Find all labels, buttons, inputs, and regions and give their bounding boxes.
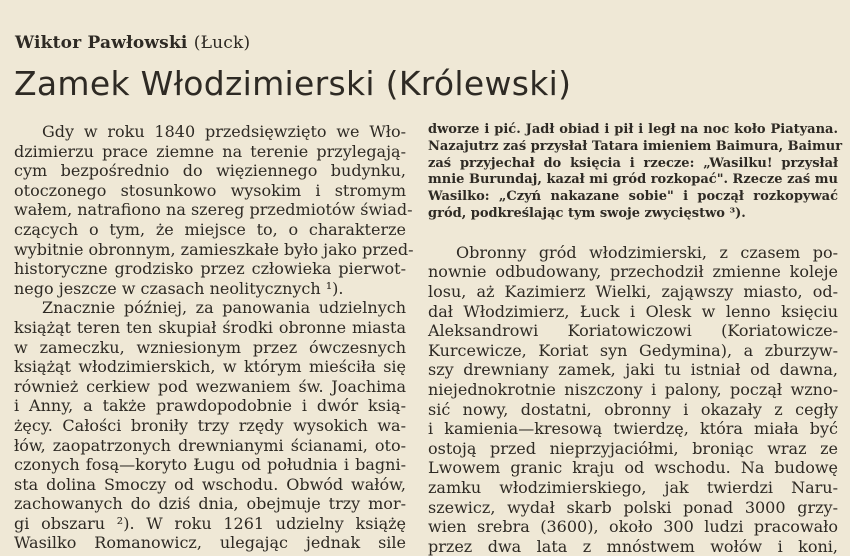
text-line: historyczne grodzisko przez człowieka pierwot- <box>14 259 406 279</box>
text-line: cym bezpośrednio do więziennego budynku, <box>14 161 406 181</box>
text-line: Obronny gród włodzimierski, z czasem po- <box>456 242 838 262</box>
text-line: otoczonego stosunkowo wysokim i stromym <box>14 180 406 200</box>
text-line: dał Włodzimierz, Łuck i Olesk w lenno księciu <box>428 301 838 321</box>
chronicle-quote <box>428 122 843 223</box>
text-line: sta dolina Smoczy od wschodu. Obwód wałów, <box>14 474 406 494</box>
right-column <box>428 122 843 556</box>
text-line: łów, zaopatrzonych drewnianymi ścianami, oto- <box>14 435 406 455</box>
author-place: (Łuck) <box>193 33 251 53</box>
text-line: sić nowy, dostatni, obronny i okazały z cegły <box>428 399 838 419</box>
article-author <box>15 33 250 53</box>
text-line: wybitnie obronnym, zamieszkałe było jako przed- <box>14 239 414 259</box>
text-line: wien srebra (3600), około 300 ludzi pracowało <box>428 517 838 537</box>
text-line: Kurcewicze, Koriat syn Gedymina), a zburzyw- <box>428 340 838 360</box>
text-line: nego jeszcze w czasach neolitycznych ¹). <box>14 278 344 298</box>
text-line: szy drewniany zamek, jaki tu istniał od dawna, <box>428 360 838 380</box>
text-line: żęcy. Całości broniły trzy rzędy wysokich wa- <box>14 415 406 435</box>
text-line: szewicz, wydał skarb polski ponad 3000 grzy- <box>428 497 838 517</box>
left-column <box>14 122 414 553</box>
text-line: Aleksandrowi Koriatowiczowi (Koriatowicze- <box>428 321 838 341</box>
text-line: książąt teren ten skupiał środki obronne miasta <box>14 317 406 337</box>
text-line: Lwowem granic kraju od wschodu. Na budowę <box>428 458 838 478</box>
text-line: i Anny, a także prawdopodobnie i dwór ksią- <box>14 396 406 416</box>
quote-line: dworze i pić. Jadł obiad i pił i legł na noc koło Piatyana. <box>428 122 838 137</box>
text-line: gi obszaru ²). W roku 1261 udzielny książę <box>14 513 406 533</box>
quote-line: gród, podkreślając tym swoje zwycięstwo ³). <box>428 205 746 221</box>
body-paragraph <box>428 243 838 556</box>
text-line: Wasilko Romanowicz, ulegając jednak sile <box>14 533 406 553</box>
text-line: zachowanych do dziś dnia, obejmuje trzy mor- <box>14 494 406 514</box>
text-line: książąt włodzimierskich, w którym mieściła się <box>14 357 406 377</box>
text-line: również cerkiew pod wezwaniem św. Joachima <box>14 376 406 396</box>
author-name: Wiktor Pawłowski <box>15 33 188 53</box>
text-line: i kamienia—kresową twierdzę, która miała być <box>428 419 838 439</box>
text-line: Znacznie później, za panowania udzielnych <box>42 298 406 318</box>
text-line: niejednokrotnie niszczony i palony, począł wzno- <box>428 379 838 399</box>
quote-line: Wasilko: „Czyń nakazane sobie" i począł rozkopywać <box>428 189 838 205</box>
text-line: dzimierzu prace ziemne na terenie przylegają- <box>14 141 406 161</box>
quote-line: zaś przyjechał do księcia i rzecze: „Wasilku! przysłał <box>428 155 838 171</box>
text-line: czonych fosą—koryto Ługu od południa i bagni- <box>14 455 406 475</box>
text-line: przez dwa lata z mnóstwem wołów i koni, <box>428 536 838 556</box>
text-line: Gdy w roku 1840 przedsięwzięto we Wło- <box>42 122 406 141</box>
quote-line: Nazajutrz zaś przysłał Tatara imieniem Baimura, Baimur <box>428 138 843 154</box>
article-title: Zamek Włodzimierski (Królewski) <box>14 64 572 103</box>
text-line: czących o tym, że miejsce to, o charakterze <box>14 219 406 239</box>
text-line: zamku włodzimierskiego, jak twierdzi Naru- <box>428 477 838 497</box>
text-line: wałem, natrafiono na szereg przedmiotów świad- <box>14 200 413 220</box>
text-line: ostoją przed nieprzyjaciółmi, broniąc wraz ze <box>428 438 838 458</box>
text-line: w zameczku, wzniesionym przez ówczesnych <box>14 337 406 357</box>
quote-line: mnie Burundaj, kazał mi gród rozkopać". Rzecze zaś mu <box>428 172 838 188</box>
text-line: losu, aż Kazimierz Wielki, zająwszy miasto, od- <box>428 281 838 301</box>
text-line: nownie odbudowany, przechodził zmienne koleje <box>428 262 838 282</box>
